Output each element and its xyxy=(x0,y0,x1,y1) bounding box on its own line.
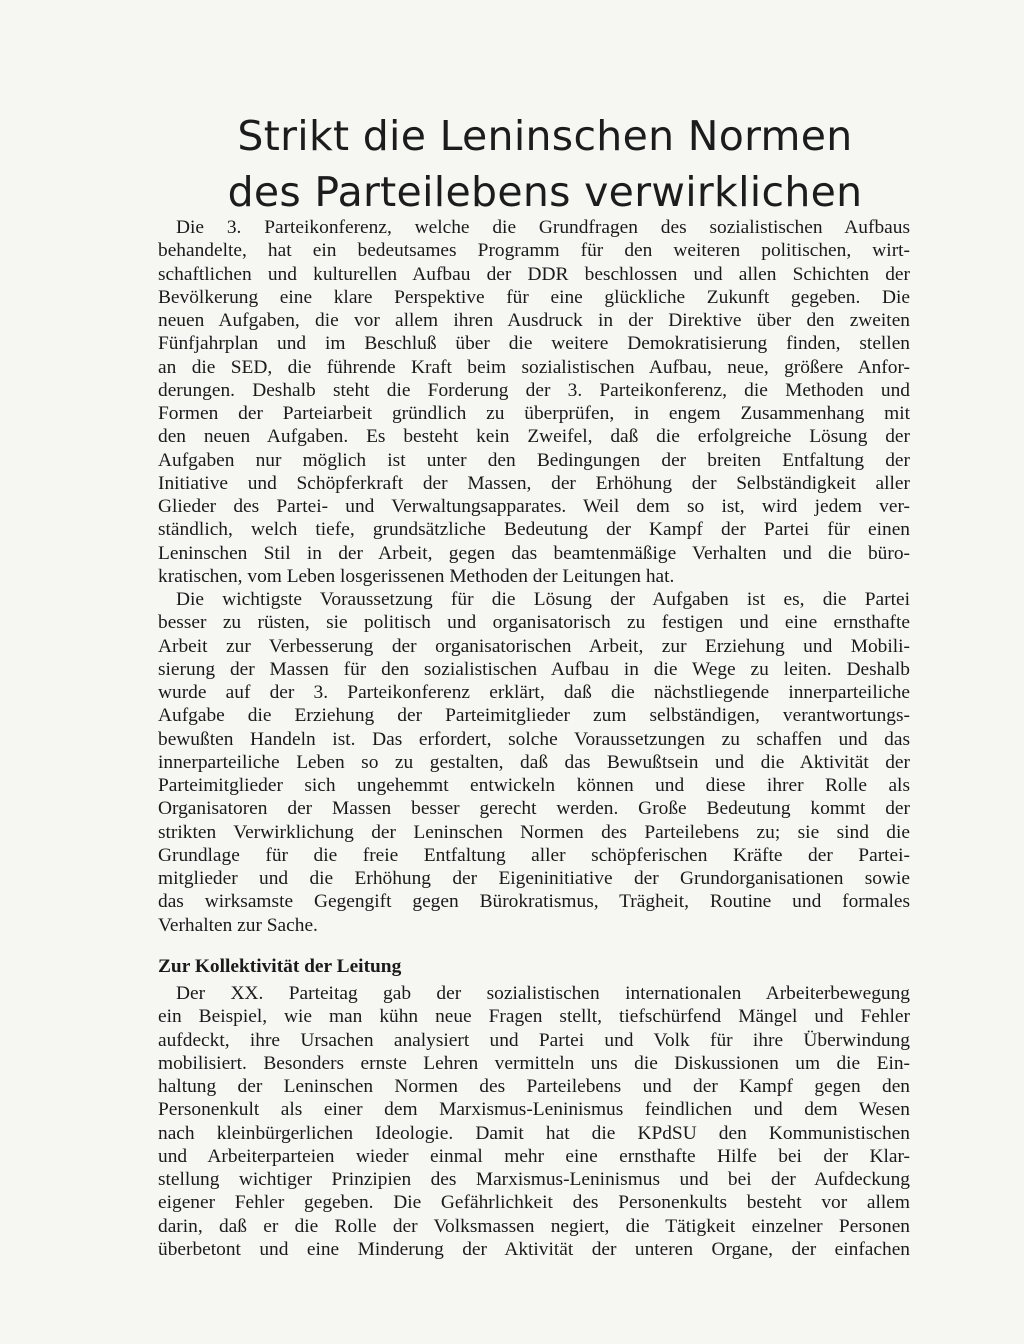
article-body xyxy=(158,216,910,1261)
text-line: Die wichtigste Voraussetzung für die Lösung der Aufgaben ist es, die Partei xyxy=(176,589,910,610)
text-line: ein Beispiel, wie man kühn neue Fragen stellt, tiefschürfend Mängel und Fehler xyxy=(158,1006,910,1028)
text-line: darin, daß er die Rolle der Volksmassen negiert, die Tätigkeit einzelner Personen xyxy=(158,1215,910,1237)
text-line: überbetont und eine Minderung der Aktivität der unteren Organe, der einfachen xyxy=(158,1238,910,1260)
paragraph-3 xyxy=(158,982,910,1261)
text-line: Leninschen Stil in der Arbeit, gegen das beamtenmäßige Verhalten und die büro- xyxy=(158,542,910,564)
text-line: schaftlichen und kulturellen Aufbau der DDR beschlossen und allen Schichten der xyxy=(158,263,910,285)
text-line: bewußten Handeln ist. Das erfordert, solche Voraussetzungen zu schaffen und das xyxy=(158,728,910,750)
text-line: Verhalten zur Sache. xyxy=(158,914,318,936)
paragraph-2 xyxy=(158,588,910,937)
text-line: mitglieder und die Erhöhung der Eigeninitiative der Grundorganisationen sowie xyxy=(158,868,910,889)
section-heading: Zur Kollektivität der Leitung xyxy=(158,955,402,977)
text-line: sierung der Massen für den sozialistischen Aufbau in die Wege zu leiten. Deshalb xyxy=(158,658,910,680)
text-line: Initiative und Schöpferkraft der Massen, der Erhöhung der Selbständigkeit aller xyxy=(158,472,910,494)
text-line: Glieder des Partei- und Verwaltungsapparates. Weil dem so ist, wird jedem ver- xyxy=(158,496,910,517)
text-line: strikten Verwirklichung der Leninschen Normen des Parteilebens zu; sie sind die xyxy=(158,821,910,843)
text-line: an die SED, die führende Kraft beim sozialistischen Aufbau, neue, größere Anfor- xyxy=(158,356,910,378)
text-line: mobilisiert. Besonders ernste Lehren vermitteln uns die Diskussionen um die Ein- xyxy=(158,1052,910,1074)
text-line: neuen Aufgaben, die vor allem ihren Ausdruck in der Direktive über den zweiten xyxy=(158,310,910,331)
text-line: den neuen Aufgaben. Es besteht kein Zweifel, daß die erfolgreiche Lösung der xyxy=(158,426,910,448)
text-line: Formen der Parteiarbeit gründlich zu überprüfen, in engem Zusammenhang mit xyxy=(158,403,910,424)
text-line: das wirksamste Gegengift gegen Bürokratismus, Trägheit, Routine und formales xyxy=(158,891,910,913)
text-line: Aufgabe die Erziehung der Parteimitglieder zum selbständigen, verantwortungs- xyxy=(158,705,910,727)
text-line: Organisatoren der Massen besser gerecht werden. Große Bedeutung kommt der xyxy=(158,798,910,820)
text-line: stellung wichtiger Prinzipien des Marxismus-Leninismus und bei der Aufdeckung xyxy=(158,1169,910,1190)
title-line-1: Strikt die Leninschen Normen xyxy=(237,112,853,160)
text-line: und Arbeiterparteien wieder einmal mehr eine ernsthafte Hilfe bei der Klar- xyxy=(158,1145,910,1167)
text-line: Die 3. Parteikonferenz, welche die Grundfragen des sozialistischen Aufbaus xyxy=(176,217,910,238)
text-line: haltung der Leninschen Normen des Parteilebens und der Kampf gegen den xyxy=(158,1076,910,1097)
text-line: derungen. Deshalb steht die Forderung der 3. Parteikonferenz, die Methoden und xyxy=(158,379,910,401)
text-line: ständlich, welch tiefe, grundsätzliche Bedeutung der Kampf der Partei für einen xyxy=(158,519,910,541)
text-line: aufdeckt, ihre Ursachen analysiert und Partei und Volk für ihre Überwindung xyxy=(158,1029,910,1051)
text-line: besser zu rüsten, sie politisch und organisatorisch zu festigen und eine ernsthafte xyxy=(158,612,910,634)
text-line: Aufgaben nur möglich ist unter den Bedingungen der breiten Entfaltung der xyxy=(158,449,910,471)
text-line: Personenkult als einer dem Marxismus-Leninismus feindlichen und dem Wesen xyxy=(158,1099,910,1121)
text-line: kratischen, vom Leben losgerissenen Methoden der Leitungen hat. xyxy=(158,565,675,587)
text-line: nach kleinbürgerlichen Ideologie. Damit hat die KPdSU den Kommunistischen xyxy=(158,1122,910,1144)
text-line: Der XX. Parteitag gab der sozialistischen internationalen Arbeiterbewegung xyxy=(176,983,910,1004)
text-line: behandelte, hat ein bedeutsames Programm für den weiteren politischen, wirt- xyxy=(158,240,910,262)
text-line: Bevölkerung eine klare Perspektive für eine glückliche Zukunft gegeben. Die xyxy=(158,286,910,308)
text-line: Fünfjahrplan und im Beschluß über die weitere Demokratisierung finden, stellen xyxy=(158,333,910,355)
paragraph-1 xyxy=(158,216,910,588)
text-line: Grundlage für die freie Entfaltung aller schöpferischen Kräfte der Partei- xyxy=(158,844,910,866)
text-line: innerparteiliche Leben so zu gestalten, daß das Bewußtsein und die Aktivität der xyxy=(158,751,910,773)
text-line: eigener Fehler gegeben. Die Gefährlichkeit des Personenkults besteht vor allem xyxy=(158,1192,910,1214)
text-line: Parteimitglieder sich ungehemmt entwickeln können und diese ihrer Rolle als xyxy=(158,775,910,796)
page-title xyxy=(150,108,940,220)
text-line: wurde auf der 3. Parteikonferenz erklärt, daß die nächstliegende innerparteiliche xyxy=(158,682,910,703)
title-line-2: des Parteilebens verwirklichen xyxy=(227,168,863,216)
text-line: Arbeit zur Verbesserung der organisatorischen Arbeit, zur Erziehung und Mobili- xyxy=(158,635,910,657)
